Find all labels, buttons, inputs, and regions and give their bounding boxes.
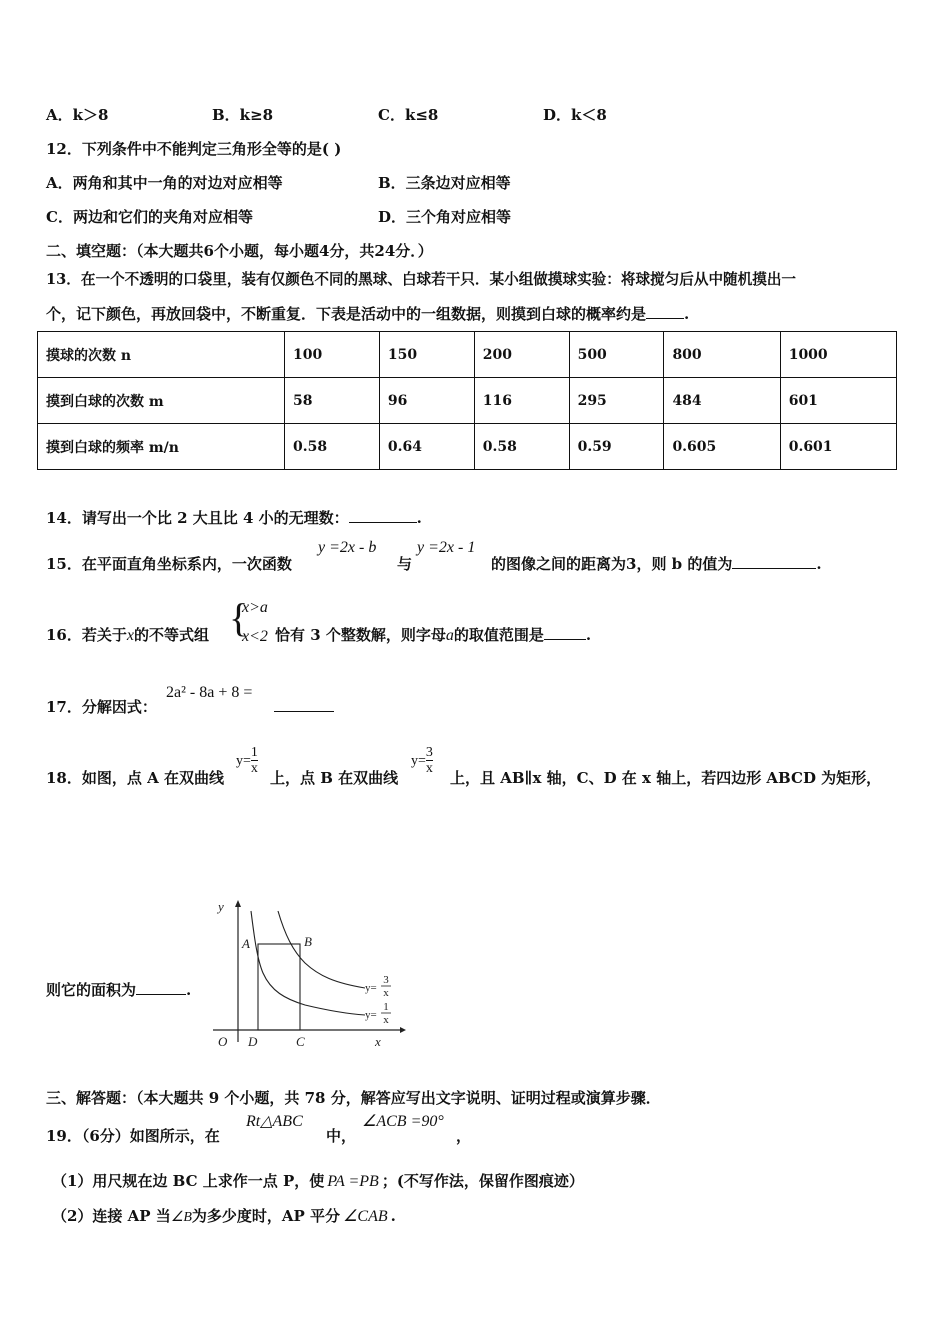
q16-inequality-2: x<2 bbox=[242, 628, 268, 645]
q12-option-d: D．三个角对应相等 bbox=[378, 208, 512, 226]
y-axis-arrow-icon bbox=[235, 900, 241, 907]
q15-prefix: 15．在平面直角坐标系内，一次函数 bbox=[46, 555, 292, 573]
curve-label-1-lhs: y= bbox=[365, 1009, 377, 1021]
q19-mid: 中， bbox=[326, 1127, 357, 1145]
table-row bbox=[38, 424, 897, 470]
table-cell: 116 bbox=[474, 378, 569, 424]
q19-end: ， bbox=[456, 1127, 472, 1145]
fig-label-a: A bbox=[242, 936, 250, 951]
q19-sub1-suffix: ；(不写作法，保留作图痕迹） bbox=[381, 1172, 584, 1190]
table-cell: 100 bbox=[285, 332, 380, 378]
q14-end: . bbox=[416, 509, 422, 527]
table-row-label: 摸到白球的次数 m bbox=[38, 378, 285, 424]
table-cell: 0.601 bbox=[780, 424, 896, 470]
fig-label-y: y bbox=[218, 899, 224, 914]
curve-label-3-lhs: y= bbox=[365, 982, 377, 994]
q18-part3: 上，且 AB∥x 轴，C、D 在 x 轴上，若四边形 ABCD 为矩形， bbox=[450, 769, 882, 787]
table-cell: 484 bbox=[664, 378, 780, 424]
q19-sub2-angle2: ∠CAB bbox=[343, 1208, 388, 1225]
q13-line2-end: . bbox=[684, 305, 690, 323]
q16-end: . bbox=[585, 626, 592, 644]
q13-data-table bbox=[37, 331, 897, 470]
q15-end: . bbox=[816, 555, 822, 573]
q11-option-b: B．k≥8 bbox=[212, 106, 274, 124]
q16-suffix: 的取值范围是 bbox=[453, 626, 544, 644]
q18-frac2-num: 3 bbox=[425, 745, 433, 760]
table-cell: 295 bbox=[569, 378, 664, 424]
table-cell: 0.58 bbox=[474, 424, 569, 470]
q19-sub2-prefix: （2）连接 AP 当 bbox=[52, 1207, 171, 1225]
q11-option-c: C．k≤8 bbox=[378, 106, 439, 124]
q18-frac1 bbox=[251, 745, 258, 776]
q15-suffix-line bbox=[491, 553, 822, 574]
table-cell: 0.58 bbox=[285, 424, 380, 470]
q19-sub2-mid: 为多少度时，AP 平分 bbox=[191, 1207, 341, 1225]
table-cell: 0.64 bbox=[379, 424, 474, 470]
curve-label-1-den: x bbox=[383, 1014, 389, 1026]
q13-answer-blank[interactable] bbox=[646, 304, 684, 319]
q18-part1: 18．如图，点 A 在双曲线 bbox=[46, 769, 224, 787]
q12-stem: 12．下列条件中不能判定三角形全等的是( ) bbox=[46, 140, 342, 158]
q15-equation-1: y =2x - b bbox=[318, 539, 377, 556]
table-cell: 96 bbox=[379, 378, 474, 424]
q19-sub1-eq: PA =PB bbox=[327, 1173, 379, 1190]
q14-answer-blank[interactable] bbox=[349, 508, 417, 523]
table-cell: 58 bbox=[285, 378, 380, 424]
table-cell: 1000 bbox=[780, 332, 896, 378]
section3-heading: 三、解答题：（本大题共 9 个小题，共 78 分，解答应写出文字说明、证明过程或演算步骤． bbox=[46, 1089, 661, 1107]
curve-label-3-num: 3 bbox=[383, 974, 389, 986]
fig-label-x: x bbox=[375, 1034, 381, 1049]
q16-mid1: 的不等式组 bbox=[133, 626, 209, 644]
fig-label-o: O bbox=[218, 1034, 228, 1049]
q14-text: 14．请写出一个比 2 大且比 4 小的无理数： bbox=[46, 509, 349, 527]
rectangle-abcd bbox=[258, 944, 300, 1030]
q18-frac1-lhs: y= bbox=[236, 753, 251, 769]
q18-part4-line bbox=[46, 979, 191, 1000]
q15-equation-2: y =2x - 1 bbox=[417, 539, 476, 556]
q12-option-c: C．两边和它们的夹角对应相等 bbox=[46, 208, 253, 226]
section2-heading: 二、填空题：（本大题共6个小题，每小题4分，共24分．） bbox=[46, 242, 433, 260]
q17-answer-blank[interactable] bbox=[274, 697, 334, 712]
q12-option-b: B．三条边对应相等 bbox=[378, 174, 511, 192]
q16-suffix-line bbox=[275, 624, 591, 645]
q12-option-a: A．两角和其中一角的对边对应相等 bbox=[46, 174, 283, 192]
table-cell: 0.605 bbox=[664, 424, 780, 470]
fig-label-c: C bbox=[296, 1034, 305, 1049]
q18-part2: 上，点 B 在双曲线 bbox=[270, 769, 399, 787]
table-row-label: 摸到白球的频率 m/n bbox=[38, 424, 285, 470]
curve-label-3-den: x bbox=[383, 987, 389, 999]
q13-line2 bbox=[46, 303, 689, 324]
q19-triangle: Rt△ABC bbox=[246, 1113, 303, 1130]
fig-label-d: D bbox=[248, 1034, 258, 1049]
q16-var-a: a bbox=[445, 627, 454, 644]
table-row bbox=[38, 378, 897, 424]
q13-line2-text: 个，记下颜色，再放回袋中，不断重复．下表是活动中的一组数据，则摸到白球的概率约是 bbox=[46, 305, 647, 323]
table-cell: 500 bbox=[569, 332, 664, 378]
q19-angle: ∠ACB =90° bbox=[362, 1113, 444, 1130]
q16-prefix-line bbox=[46, 624, 209, 645]
fig-label-b: B bbox=[304, 934, 312, 949]
q19-prefix: 19．（6分）如图所示，在 bbox=[46, 1127, 220, 1145]
curve-label-1-num: 1 bbox=[383, 1001, 389, 1013]
q15-mid: 与 bbox=[397, 555, 413, 573]
q19-sub2 bbox=[52, 1205, 396, 1226]
q15-suffix: 的图像之间的距离为3，则 b 的值为 bbox=[491, 555, 733, 573]
q18-part4: 则它的面积为 bbox=[46, 981, 137, 999]
table-cell: 601 bbox=[780, 378, 896, 424]
q18-hyperbola-figure bbox=[205, 897, 410, 1055]
q16-var-x: x bbox=[126, 627, 134, 644]
q14 bbox=[46, 507, 422, 528]
table-cell: 200 bbox=[474, 332, 569, 378]
q18-answer-blank[interactable] bbox=[136, 980, 186, 995]
q16-answer-blank[interactable] bbox=[544, 625, 586, 640]
q18-frac1-num: 1 bbox=[250, 745, 258, 760]
table-row bbox=[38, 332, 897, 378]
q18-end: . bbox=[186, 981, 192, 999]
q15-answer-blank[interactable] bbox=[732, 554, 816, 569]
q17-expression: 2a² - 8a + 8 = bbox=[166, 684, 253, 701]
q16-brace-icon: { bbox=[229, 595, 249, 640]
q19-sub2-end: . bbox=[390, 1207, 396, 1225]
q19-sub2-angle: ∠B bbox=[170, 1210, 192, 1225]
q18-frac2 bbox=[426, 745, 433, 776]
q18-hyperbola-3 bbox=[411, 745, 433, 776]
q16-mid2: 恰有 3 个整数解，则字母 bbox=[275, 626, 446, 644]
table-cell: 800 bbox=[664, 332, 780, 378]
table-cell: 150 bbox=[379, 332, 474, 378]
q18-frac2-den: x bbox=[425, 761, 433, 776]
q18-frac2-lhs: y= bbox=[411, 753, 426, 769]
q11-option-a: A．k＞8 bbox=[46, 106, 109, 124]
q18-hyperbola-1 bbox=[236, 745, 258, 776]
table-cell: 0.59 bbox=[569, 424, 664, 470]
q13-line1: 13．在一个不透明的口袋里，装有仅颜色不同的黑球、白球若干只．某小组做摸球实验：将球搅匀后从中随机摸出一 bbox=[46, 271, 797, 288]
q18-frac1-den: x bbox=[250, 761, 258, 776]
q17-prefix: 17．分解因式： bbox=[46, 698, 157, 716]
curve-y-1-over-x bbox=[251, 911, 365, 1015]
q11-option-d: D．k＜8 bbox=[543, 106, 607, 124]
q19-sub1-prefix: （1）用尺规在边 BC 上求作一点 P，使 bbox=[52, 1172, 325, 1190]
q19-sub1 bbox=[52, 1170, 584, 1191]
table-row-label: 摸球的次数 n bbox=[38, 332, 285, 378]
q16-prefix: 16．若关于 bbox=[46, 626, 127, 644]
x-axis-arrow-icon bbox=[400, 1027, 406, 1033]
q16-inequality-1: x>a bbox=[242, 599, 268, 616]
curve-y-3-over-x bbox=[278, 911, 365, 988]
